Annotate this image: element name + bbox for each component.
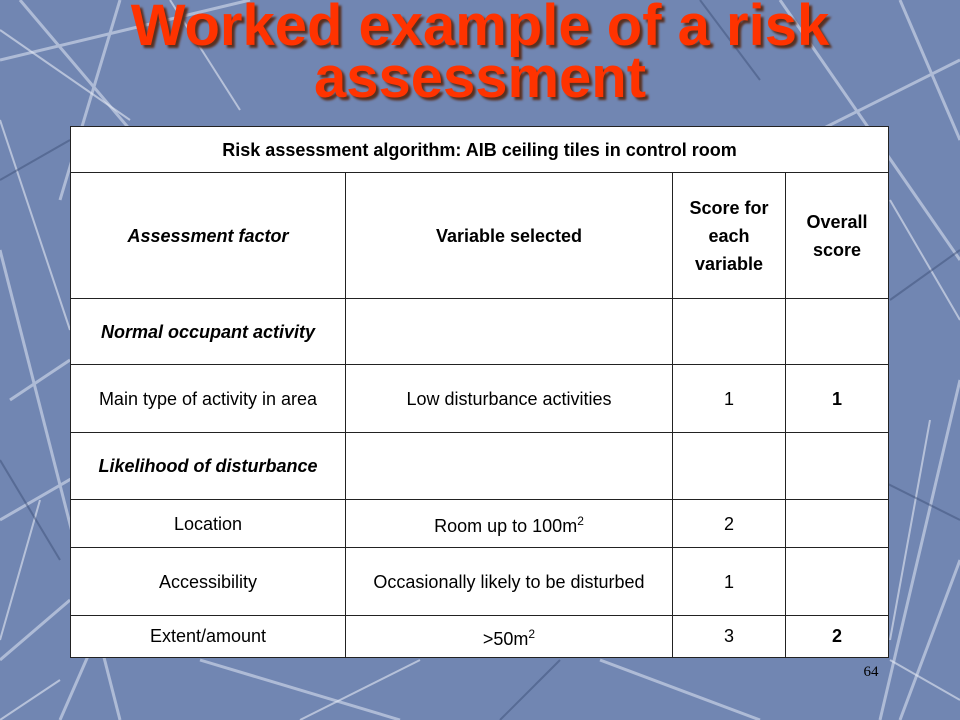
variable-cell: Occasionally likely to be disturbed xyxy=(346,548,673,615)
variable-cell xyxy=(346,298,673,364)
risk-assessment-table xyxy=(70,126,888,658)
header-overall-score: Overall score xyxy=(786,173,889,299)
score-cell: 1 xyxy=(673,365,786,432)
table-caption: Risk assessment algorithm: AIB ceiling tiles in control room xyxy=(71,127,889,173)
header-variable-selected: Variable selected xyxy=(346,173,673,299)
table-row xyxy=(71,298,889,364)
score-cell: 2 xyxy=(673,500,786,548)
page-number: 64 xyxy=(863,664,879,680)
score-cell xyxy=(673,432,786,499)
factor-cell: Location xyxy=(71,500,346,548)
slide-title xyxy=(0,0,960,110)
table-row xyxy=(71,365,889,432)
superscript: 2 xyxy=(577,514,584,529)
factor-cell: Main type of activity in area xyxy=(71,365,346,432)
table-row xyxy=(71,432,889,499)
score-cell: 1 xyxy=(673,548,786,615)
variable-text: >50m xyxy=(482,628,529,649)
table-row xyxy=(71,500,889,548)
overall-cell: 2 xyxy=(786,615,889,657)
score-cell: 3 xyxy=(673,615,786,657)
slide-title-line1: Worked example of a risk xyxy=(130,0,830,58)
overall-cell xyxy=(786,298,889,364)
variable-cell xyxy=(346,432,673,499)
table-row xyxy=(71,615,889,657)
factor-cell: Extent/amount xyxy=(71,615,346,657)
risk-table xyxy=(70,126,889,658)
header-assessment-factor: Assessment factor xyxy=(71,173,346,299)
slide-title-line2: assessment xyxy=(313,45,647,110)
overall-cell xyxy=(786,432,889,499)
overall-cell xyxy=(786,500,889,548)
variable-cell xyxy=(346,500,673,548)
factor-cell: Accessibility xyxy=(71,548,346,615)
variable-text: Room up to 100m xyxy=(434,516,578,537)
table-row xyxy=(71,548,889,615)
score-cell xyxy=(673,298,786,364)
factor-cell: Likelihood of disturbance xyxy=(71,432,346,499)
overall-cell: 1 xyxy=(786,365,889,432)
factor-cell: Normal occupant activity xyxy=(71,298,346,364)
variable-cell xyxy=(346,615,673,657)
header-score: Score for each variable xyxy=(673,173,786,299)
variable-cell: Low disturbance activities xyxy=(346,365,673,432)
overall-cell xyxy=(786,548,889,615)
superscript: 2 xyxy=(528,626,536,641)
